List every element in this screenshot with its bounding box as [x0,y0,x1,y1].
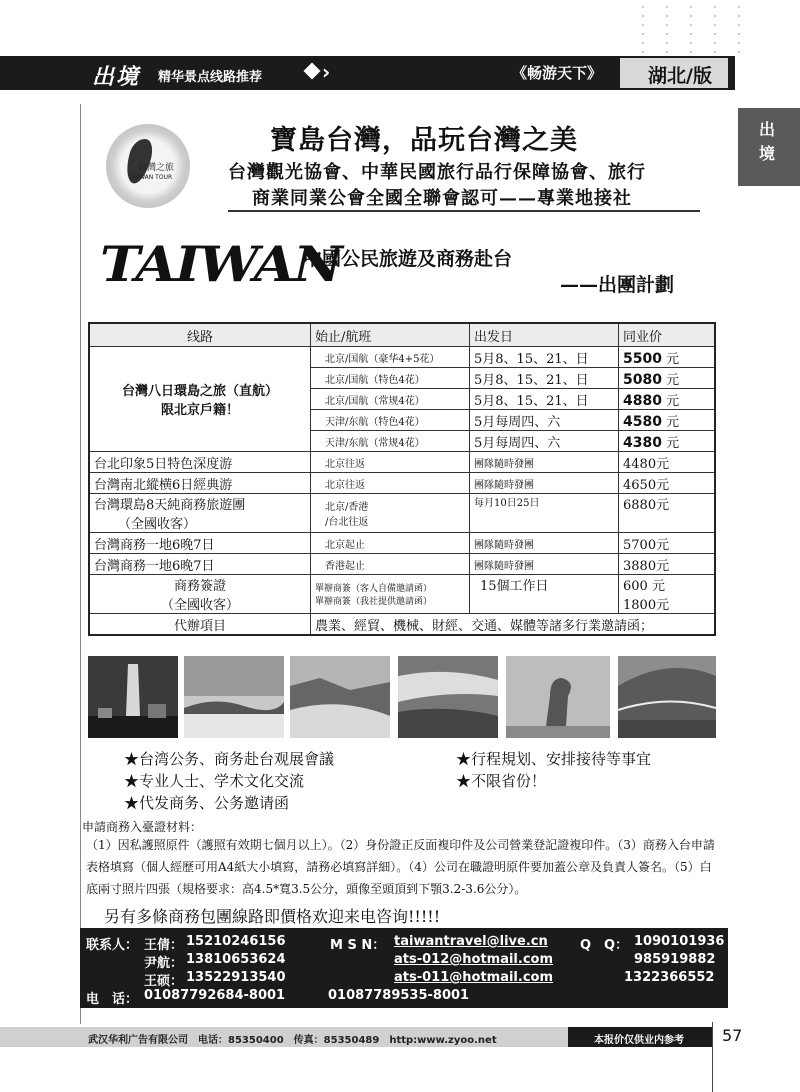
side-tab-label: 出境 [758,120,775,163]
header-brand: 出境 [92,64,141,90]
decorative-dot [738,24,740,26]
tel-value: 01087792684-8001 [144,988,286,1003]
price-unit: 元 [666,414,680,430]
start-cell [311,494,470,533]
start-cell: 天津/东航（特色4花） [311,410,470,431]
route-cell [89,494,311,533]
table-row [89,473,715,494]
start-cell: 北京往返 [311,452,470,473]
logo-subtext: TAIWAN TOUR [130,174,173,181]
price-cell: 4480元 [619,452,716,473]
price-cell: 5700元 [619,533,716,554]
msn-link[interactable]: ats-011@hotmail.com [394,970,554,985]
bullet-item: ★行程規划、安排接待等事宜 [456,750,652,768]
start-cell: 北京/国航（常规4花） [311,389,470,410]
decorative-dot [666,51,668,53]
decorative-dot [642,6,644,8]
page-title: 寶島台灣，品玩台灣之美 [270,125,578,156]
table-header-row [89,323,715,347]
visa-route-name: 商務簽證 [173,579,226,594]
decorative-dot [690,6,692,8]
decorative-dot [642,24,644,26]
start-cell: 北京起止 [311,533,470,554]
visa-date-cell: 15個工作日 [470,575,619,614]
table-row [89,533,715,554]
price-value: 4380 [623,434,662,451]
photo-queen-head-rock [506,656,610,738]
more-routes-note: 另有多條商務包團線路即價格欢迎来电咨询!!!!! [104,907,441,926]
left-margin-rule [80,104,81,1024]
price-cell [619,347,716,368]
decorative-dot [642,42,644,44]
price-unit: 元 [666,393,680,409]
taiwan-calligraphy-logo: TAIWAN [100,235,341,293]
tel-label: 电 话： [86,992,139,1007]
decorative-dot [714,42,716,44]
header-magazine: 《畅游天下》 [512,64,603,82]
decorative-dot [666,6,668,8]
price-value: 4880 [623,392,662,409]
price-cell: 4650元 [619,473,716,494]
price-value: 5080 [623,371,662,388]
decorative-dot [642,51,644,53]
visa-route-note: （全國收客） [160,598,239,613]
decorative-dot [666,33,668,35]
group-route-cell [89,347,311,452]
title-underline [228,210,700,212]
qq-label: Q Q： [580,938,629,953]
decorative-dot [690,15,692,17]
visa-option-1: 單辦商簽（客人自備邀請函） [315,584,433,594]
page-number: 57 [722,1026,743,1045]
route-name: 台灣環島8天純商務旅遊團 [94,498,246,513]
visa-price-2: 1800元 [623,598,670,613]
decorative-dot [642,33,644,35]
decorative-dot [666,42,668,44]
agency-detail-cell: 農業、經貿、機械、財經、交通、媒體等諸多行業邀請函； [311,614,716,636]
decorative-dot [738,33,740,35]
route-cell: 台灣商務一地6晚7日 [89,533,311,554]
start-line-1: 北京/香港 [325,502,369,513]
date-cell: 團隊隨時發團 [470,533,619,554]
header-date: 出发日 [470,323,619,347]
contact-phone: 13810653624 [186,952,286,967]
photo-sun-moon-lake [398,656,498,738]
decorative-dot [738,51,740,53]
photo-taipei-101 [88,656,178,738]
decorative-dot [666,24,668,26]
header-price: 同业价 [619,323,716,347]
start-cell: 天津/东航（常规4花） [311,431,470,452]
visa-option-2: 單辦商簽（我社提供邀請函） [315,597,433,607]
footer-note: 本报价仅供业内参考 [594,1035,684,1046]
photo-bridge [618,656,716,738]
date-cell: 團隊隨時發團 [470,473,619,494]
page-number-rule [712,1022,713,1092]
header-start: 始止/航班 [311,323,470,347]
photo-coast [290,656,390,738]
msn-link[interactable]: taiwantravel@live.cn [394,934,548,949]
contact-phone: 13522913540 [186,970,286,985]
qq-value: 1090101936 [634,934,725,949]
visa-price-1: 600 元 [623,579,665,594]
price-unit: 元 [666,351,680,367]
date-cell: 團隊隨時發團 [470,554,619,575]
price-cell [619,389,716,410]
notes-body: （1）因私護照原件（護照有效期七個月以上）。（2）身份證正反面複印件及公司營業登記證複印件。（3）商務入台申請表格填寫（個人經歷可用A4紙大小填寫，請務必填寫詳細）。（4）公司在職證明原件要加蓋公章及負責人簽名。（5）白底兩寸照片四張（規格要求：高4.5*寬3.5公分，頭像至頭頂到下顎3.2-3.6公分）。 [86,838,715,896]
route-note: （全國收客） [118,517,197,532]
promo-line-1: 中國公民旅遊及商務赴台 [303,248,513,270]
table-row [89,452,715,473]
logo-text: 台灣之旅 [138,163,175,173]
header-route: 线路 [89,323,311,347]
date-cell: 5月每周四、六 [470,410,619,431]
decorative-dot [690,51,692,53]
price-cell [619,368,716,389]
decorative-dot [714,51,716,53]
price-cell [619,410,716,431]
qq-value: 985919882 [634,952,716,967]
msn-link[interactable]: ats-012@hotmail.com [394,952,554,967]
contact-phone: 15210246156 [186,934,286,949]
price-cell: 3880元 [619,554,716,575]
decorative-dot [666,15,668,17]
decorative-dot [690,42,692,44]
decorative-dot [714,15,716,17]
route-cell: 台灣商務一地6晚7日 [89,554,311,575]
table-row [89,554,715,575]
price-cell [619,431,716,452]
subtitle-line-1: 台灣觀光協會、中華民國旅行品行保障協會、旅行 [228,162,646,183]
decorative-dot [738,6,740,8]
decorative-dot [690,24,692,26]
date-cell: 5月每周四、六 [470,431,619,452]
route-cell: 台灣南北縱横6日經典游 [89,473,311,494]
route-cell: 台北印象5日特色深度游 [89,452,311,473]
decorative-dot [714,24,716,26]
table-row [89,575,715,614]
bullet-item: ★不限省份！ [456,772,547,790]
photo-lake-sunset [184,656,284,738]
contact-name: 尹航： [144,956,184,971]
visa-start-cell [311,575,470,614]
bullet-item: ★专业人士、学术文化交流 [124,772,305,790]
price-unit: 元 [666,372,680,388]
decorative-dot [714,33,716,35]
decorative-dot [690,33,692,35]
price-unit: 元 [666,435,680,451]
chevron-right-icon: › [322,60,331,84]
start-cell: 北京/国航（特色4花） [311,368,470,389]
start-cell: 北京/国航（豪华4+5花） [311,347,470,368]
subtitle-line-2: 商業同業公會全國全聯會認可——專業地接社 [252,188,632,209]
visa-route-cell [89,575,311,614]
msn-label: M S N： [330,938,386,953]
qq-value: 1322366552 [624,970,715,985]
bullet-item: ★台湾公务、商务赴台观展會議 [124,750,335,768]
decorative-dot [738,15,740,17]
date-cell: 5月8、15、21、日 [470,368,619,389]
route-price-table [88,322,716,636]
start-line-2: /台北往返 [325,517,369,528]
group-route-name: 台灣八日環島之旅（直航） [121,384,278,399]
promo-line-2: ——出團計劃 [560,274,675,296]
date-cell: 團隊隨時發團 [470,452,619,473]
decorative-dot [738,42,740,44]
start-cell: 北京往返 [311,473,470,494]
notes-title: 申請商務入臺證材料： [82,820,203,834]
contact-name: 王倩： [144,938,184,953]
price-value: 4580 [623,413,662,430]
group-route-note: 限北京戶籍！ [160,403,239,418]
visa-price-cell [619,575,716,614]
tel-value: 01087789535-8001 [328,988,470,1003]
date-cell: 5月8、15、21、日 [470,347,619,368]
table-row [89,494,715,533]
price-value: 5500 [623,350,662,367]
contact-label: 联系人： [86,938,139,953]
price-cell: 6880元 [619,494,716,533]
table-row [89,614,715,636]
date-cell: 每月10日25日 [470,494,619,533]
table-row [89,347,715,368]
decorative-dot [642,15,644,17]
agency-route-cell: 代辦項目 [89,614,311,636]
start-cell: 香港起止 [311,554,470,575]
contact-name: 王硕： [144,974,184,989]
decorative-dot [714,6,716,8]
header-edition: 湖北/版 [648,65,712,87]
footer-company: 武汉华利广告有限公司 电话：85350400 传真：85350489 http:www.zyoo.net [88,1035,497,1046]
header-section: 精华景点线路推荐 [158,70,263,85]
date-cell: 5月8、15、21、日 [470,389,619,410]
bullet-item: ★代发商务、公务邀请函 [124,794,290,812]
